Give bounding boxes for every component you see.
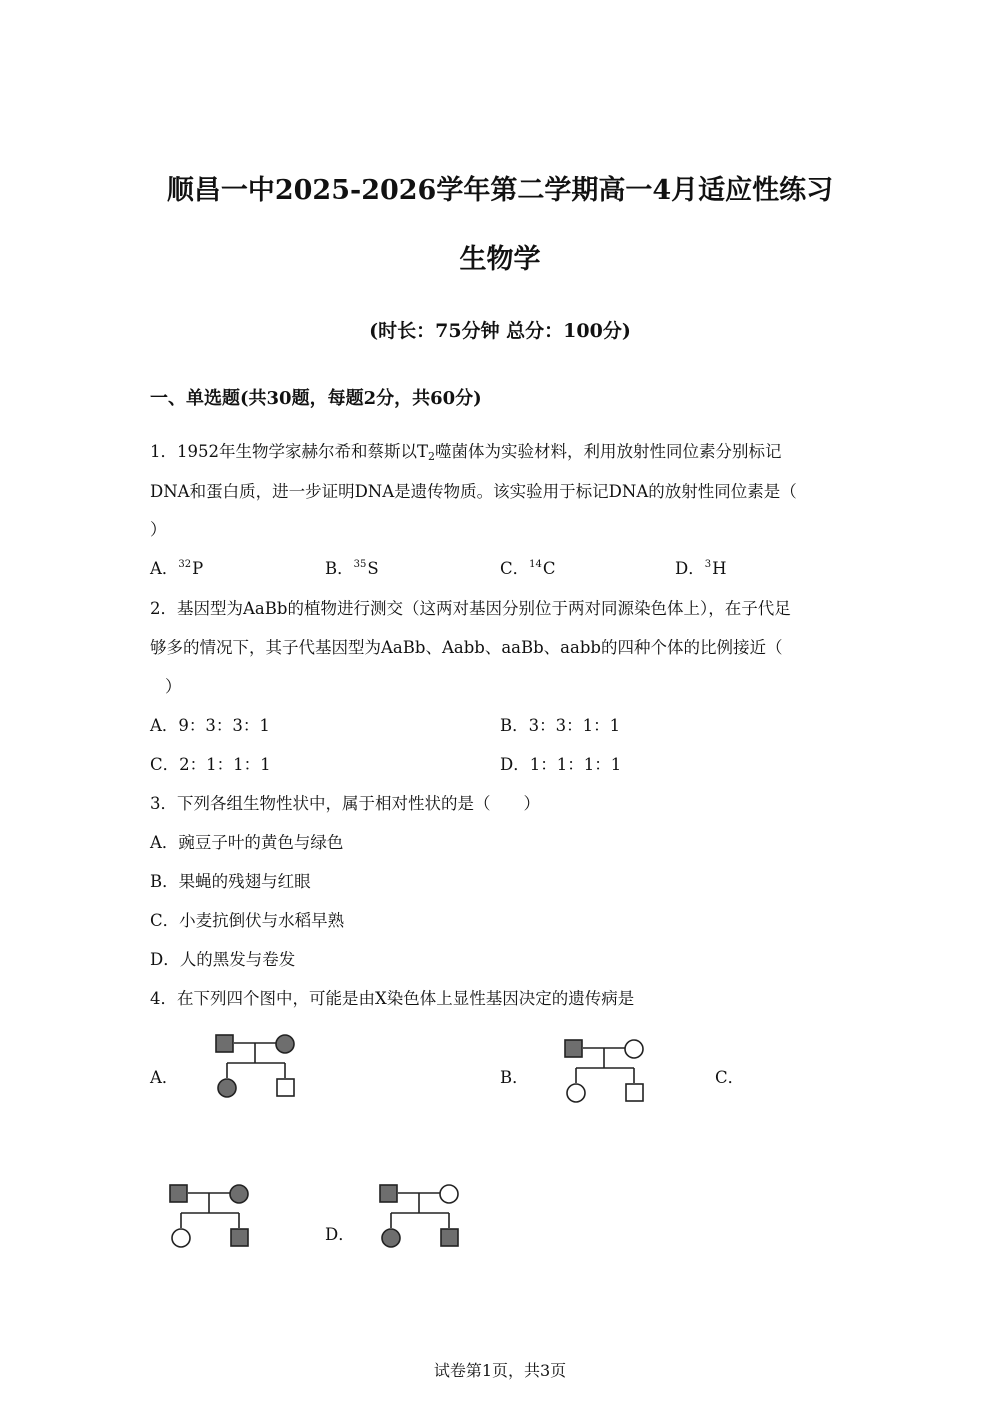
normal-female-symbol bbox=[440, 1185, 458, 1203]
normal-male-symbol bbox=[626, 1084, 643, 1101]
q3-option-a[interactable]: A．豌豆子叶的黄色与绿色 bbox=[150, 833, 344, 852]
section-heading: 一、单选题(共30题，每题2分，共60分) bbox=[150, 388, 482, 409]
q3-option-b[interactable]: B．果蝇的残翅与红眼 bbox=[150, 872, 311, 891]
normal-female-symbol bbox=[625, 1040, 643, 1058]
q4-stem: 4．在下列四个图中，可能是由X染色体上显性基因决定的遗传病是 bbox=[150, 989, 635, 1008]
normal-male-symbol bbox=[277, 1079, 294, 1096]
pedigree-a bbox=[212, 1031, 302, 1099]
affected-male-symbol bbox=[380, 1185, 397, 1202]
q4-option-c-label[interactable]: C． bbox=[715, 1068, 745, 1087]
q1-option-b[interactable]: B．$^{35}$S bbox=[325, 559, 379, 578]
affected-male-symbol bbox=[565, 1040, 582, 1057]
q1-option-c[interactable]: C．$^{14}$C bbox=[500, 559, 556, 578]
affected-male-symbol bbox=[441, 1229, 458, 1246]
q2-stem-line3: ） bbox=[165, 677, 182, 696]
pedigree-c bbox=[166, 1181, 256, 1251]
affected-male-symbol bbox=[170, 1185, 187, 1202]
q1-option-d[interactable]: D．$^3$H bbox=[675, 559, 727, 578]
q2-option-a[interactable]: A．9：3：3：1 bbox=[150, 716, 270, 735]
q4-option-d-label[interactable]: D． bbox=[325, 1225, 355, 1244]
q4-option-b-label[interactable]: B． bbox=[500, 1068, 529, 1087]
q2-stem-line1: 2．基因型为AaBb的植物进行测交（这两对基因分别位于两对同源染色体上），在子代足 bbox=[150, 599, 791, 618]
q3-option-d[interactable]: D．人的黑发与卷发 bbox=[150, 950, 296, 969]
affected-male-symbol bbox=[216, 1035, 233, 1052]
q2-option-b[interactable]: B．3：3：1：1 bbox=[500, 716, 621, 735]
q3-stem: 3．下列各组生物性状中，属于相对性状的是（ ） bbox=[150, 794, 540, 813]
subject-title: 生物学 bbox=[459, 244, 541, 275]
exam-title: 顺昌一中2025-2026学年第二学期高一4月适应性练习 bbox=[166, 175, 834, 206]
pedigree-d bbox=[376, 1181, 466, 1251]
q1-stem-line3: ） bbox=[150, 520, 167, 539]
exam-meta: (时长：75分钟 总分：100分) bbox=[369, 320, 631, 342]
affected-female-symbol bbox=[382, 1229, 400, 1247]
q2-option-c[interactable]: C．2：1：1：1 bbox=[150, 755, 271, 774]
q1-stem-line1: 1．1952年生物学家赫尔希和蔡斯以$T_2$噬菌体为实验材料，利用放射性同位素分别标记 bbox=[150, 442, 782, 463]
q2-stem-line2: 够多的情况下，其子代基因型为AaBb、Aabb、aaBb、aabb的四种个体的比例接近（ bbox=[150, 638, 783, 657]
q2-option-d[interactable]: D．1：1：1：1 bbox=[500, 755, 622, 774]
q1-stem-line2: DNA和蛋白质，进一步证明DNA是遗传物质。该实验用于标记DNA的放射性同位素是（ bbox=[150, 482, 797, 501]
q1-option-a[interactable]: A．$^{32}$P bbox=[150, 559, 204, 578]
affected-male-symbol bbox=[231, 1229, 248, 1246]
normal-female-symbol bbox=[172, 1229, 190, 1247]
affected-female-symbol bbox=[276, 1035, 294, 1053]
page-footer: 试卷第1页，共3页 bbox=[433, 1361, 567, 1380]
q3-option-c[interactable]: C．小麦抗倒伏与水稻早熟 bbox=[150, 911, 345, 930]
q4-option-a-label[interactable]: A． bbox=[150, 1068, 179, 1087]
pedigree-b bbox=[561, 1036, 651, 1104]
affected-female-symbol bbox=[218, 1079, 236, 1097]
affected-female-symbol bbox=[230, 1185, 248, 1203]
normal-female-symbol bbox=[567, 1084, 585, 1102]
